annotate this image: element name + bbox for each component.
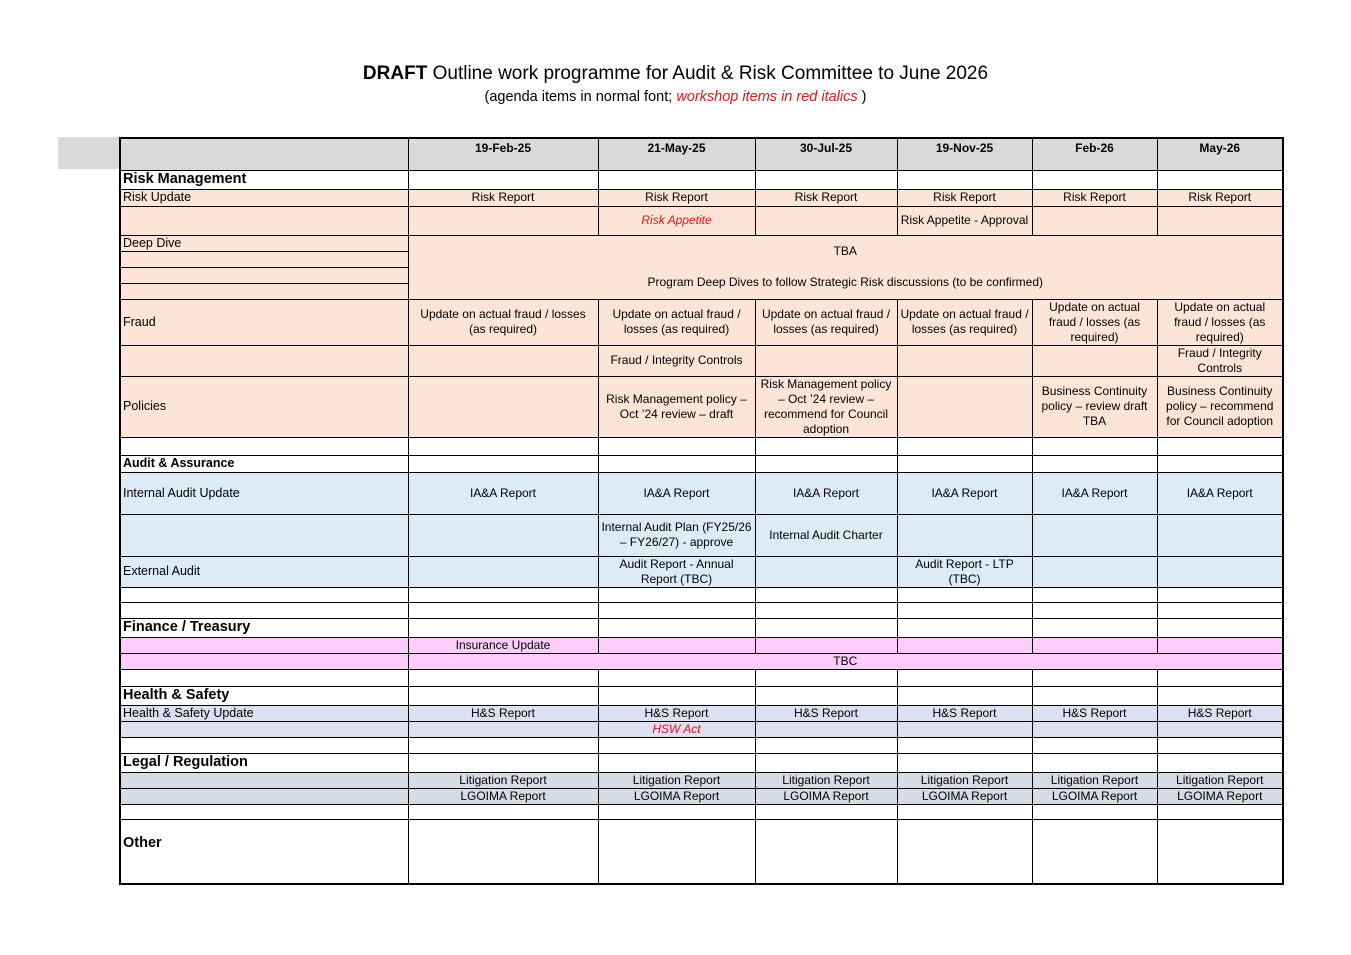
corner-shade [58,137,119,169]
deep-dive-merged-cell [408,235,1283,299]
table-cell: Litigation Report [598,772,755,788]
internal-audit-plan-row [120,514,1283,556]
document-subtitle [0,87,1351,107]
col-header: 19-Nov-25 [897,138,1032,170]
table-cell: H&S Report [1157,705,1283,721]
hs-update-row [120,705,1283,721]
table-cell: Audit Report - Annual Report (TBC) [598,556,755,587]
deep-dive-tba: TBA [833,244,857,258]
table-cell: Litigation Report [408,772,598,788]
row-label: Internal Audit Update [120,472,408,514]
table-cell: H&S Report [897,705,1032,721]
table-cell: Update on actual fraud / losses (as required) [1032,299,1157,345]
table-cell: Internal Audit Plan (FY25/26 – FY26/27) - approve [598,514,755,556]
table-cell: H&S Report [408,705,598,721]
table-cell: Internal Audit Charter [755,514,897,556]
table-cell: Risk Report [598,189,755,206]
table-cell: Risk Management policy – Oct ’24 review – recommend for Council adoption [755,376,897,437]
table-cell: LGOIMA Report [598,788,755,804]
table-cell: LGOIMA Report [1032,788,1157,804]
table-cell: Litigation Report [1032,772,1157,788]
subtitle-red-note: workshop items in red italics [676,89,858,105]
row-label: Deep Dive [120,235,408,251]
table-cell: Update on actual fraud / losses (as required) [1157,299,1283,345]
table-cell: Risk Management policy – Oct ’24 review – draft [598,376,755,437]
table-cell: Update on actual fraud / losses (as required) [408,299,598,345]
table-cell: LGOIMA Report [1157,788,1283,804]
deep-dive-note: Program Deep Dives to follow Strategic Risk discussions (to be confirmed) [647,275,1043,289]
section-title-audit: Audit & Assurance [120,455,408,472]
table-cell: IA&A Report [1032,472,1157,514]
table-cell: Business Continuity policy – recommend for Council adoption [1157,376,1283,437]
col-header: Feb-26 [1032,138,1157,170]
finance-tbc-row [120,653,1283,669]
col-header: 21-May-25 [598,138,755,170]
risk-update-row [120,189,1283,206]
table-cell: IA&A Report [1157,472,1283,514]
table-cell: LGOIMA Report [755,788,897,804]
table-cell: Fraud / Integrity Controls [598,345,755,376]
internal-audit-row [120,472,1283,514]
insurance-row [120,637,1283,653]
title-draft: DRAFT [362,63,428,84]
table-cell: IA&A Report [408,472,598,514]
document-title [0,62,1351,86]
table-cell: IA&A Report [755,472,897,514]
table-cell: Update on actual fraud / losses (as required) [598,299,755,345]
section-row-hs [120,686,1283,705]
col-header: 19-Feb-25 [408,138,598,170]
table-cell: Fraud / Integrity Controls [1157,345,1283,376]
policies-row [120,376,1283,437]
table-cell: IA&A Report [598,472,755,514]
table-cell: Risk Report [1157,189,1283,206]
table-cell: Litigation Report [1157,772,1283,788]
section-row-legal [120,753,1283,772]
section-title-other: Other [120,819,408,884]
table-cell: IA&A Report [897,472,1032,514]
row-label: Health & Safety Update [120,705,408,721]
table-cell: Risk Report [897,189,1032,206]
section-row-finance [120,618,1283,637]
table-cell: Risk Report [1032,189,1157,206]
risk-appetite-row [120,206,1283,235]
subtitle-prefix: (agenda items in normal font; [484,89,673,105]
table-cell: H&S Report [1032,705,1157,721]
table-cell: LGOIMA Report [408,788,598,804]
row-label: External Audit [120,556,408,587]
col-header: 30-Jul-25 [755,138,897,170]
risk-appetite-workshop: Risk Appetite [598,206,755,235]
header-blank [120,138,408,170]
section-title-risk: Risk Management [120,170,408,189]
table-cell: Risk Report [408,189,598,206]
table-cell: Insurance Update [408,637,598,653]
risk-appetite-approval: Risk Appetite - Approval [897,206,1032,235]
col-header: May-26 [1157,138,1283,170]
work-programme-table [119,137,1284,885]
hsw-workshop: HSW Act [598,721,755,737]
section-row-risk [120,170,1283,189]
subtitle-suffix: ) [861,89,867,105]
row-label: Policies [120,376,408,437]
header-row [120,138,1283,170]
hsw-row [120,721,1283,737]
litigation-row [120,772,1283,788]
finance-tbc-cell: TBC [408,653,1283,669]
section-title-finance: Finance / Treasury [120,618,408,637]
table-cell: Litigation Report [755,772,897,788]
table-cell: Audit Report - LTP (TBC) [897,556,1032,587]
table-cell: H&S Report [598,705,755,721]
fraud-row [120,299,1283,345]
table-cell: Business Continuity policy – review draft TBA [1032,376,1157,437]
section-title-hs: Health & Safety [120,686,408,705]
deep-dive-row [120,235,1283,251]
title-text: Outline work programme for Audit & Risk Committee to June 2026 [432,63,989,84]
row-label: Risk Update [120,189,408,206]
external-audit-row [120,556,1283,587]
section-row-other [120,819,1283,884]
table-cell: Update on actual fraud / losses (as required) [755,299,897,345]
row-label: Fraud [120,299,408,345]
lgoima-row [120,788,1283,804]
table-cell: Litigation Report [897,772,1032,788]
section-row-audit [120,455,1283,472]
table-cell: H&S Report [755,705,897,721]
document-header [0,62,1351,107]
table-cell: Risk Report [755,189,897,206]
section-title-legal: Legal / Regulation [120,753,408,772]
table-cell: LGOIMA Report [897,788,1032,804]
fraud-controls-row [120,345,1283,376]
table-cell: Update on actual fraud / losses (as required) [897,299,1032,345]
